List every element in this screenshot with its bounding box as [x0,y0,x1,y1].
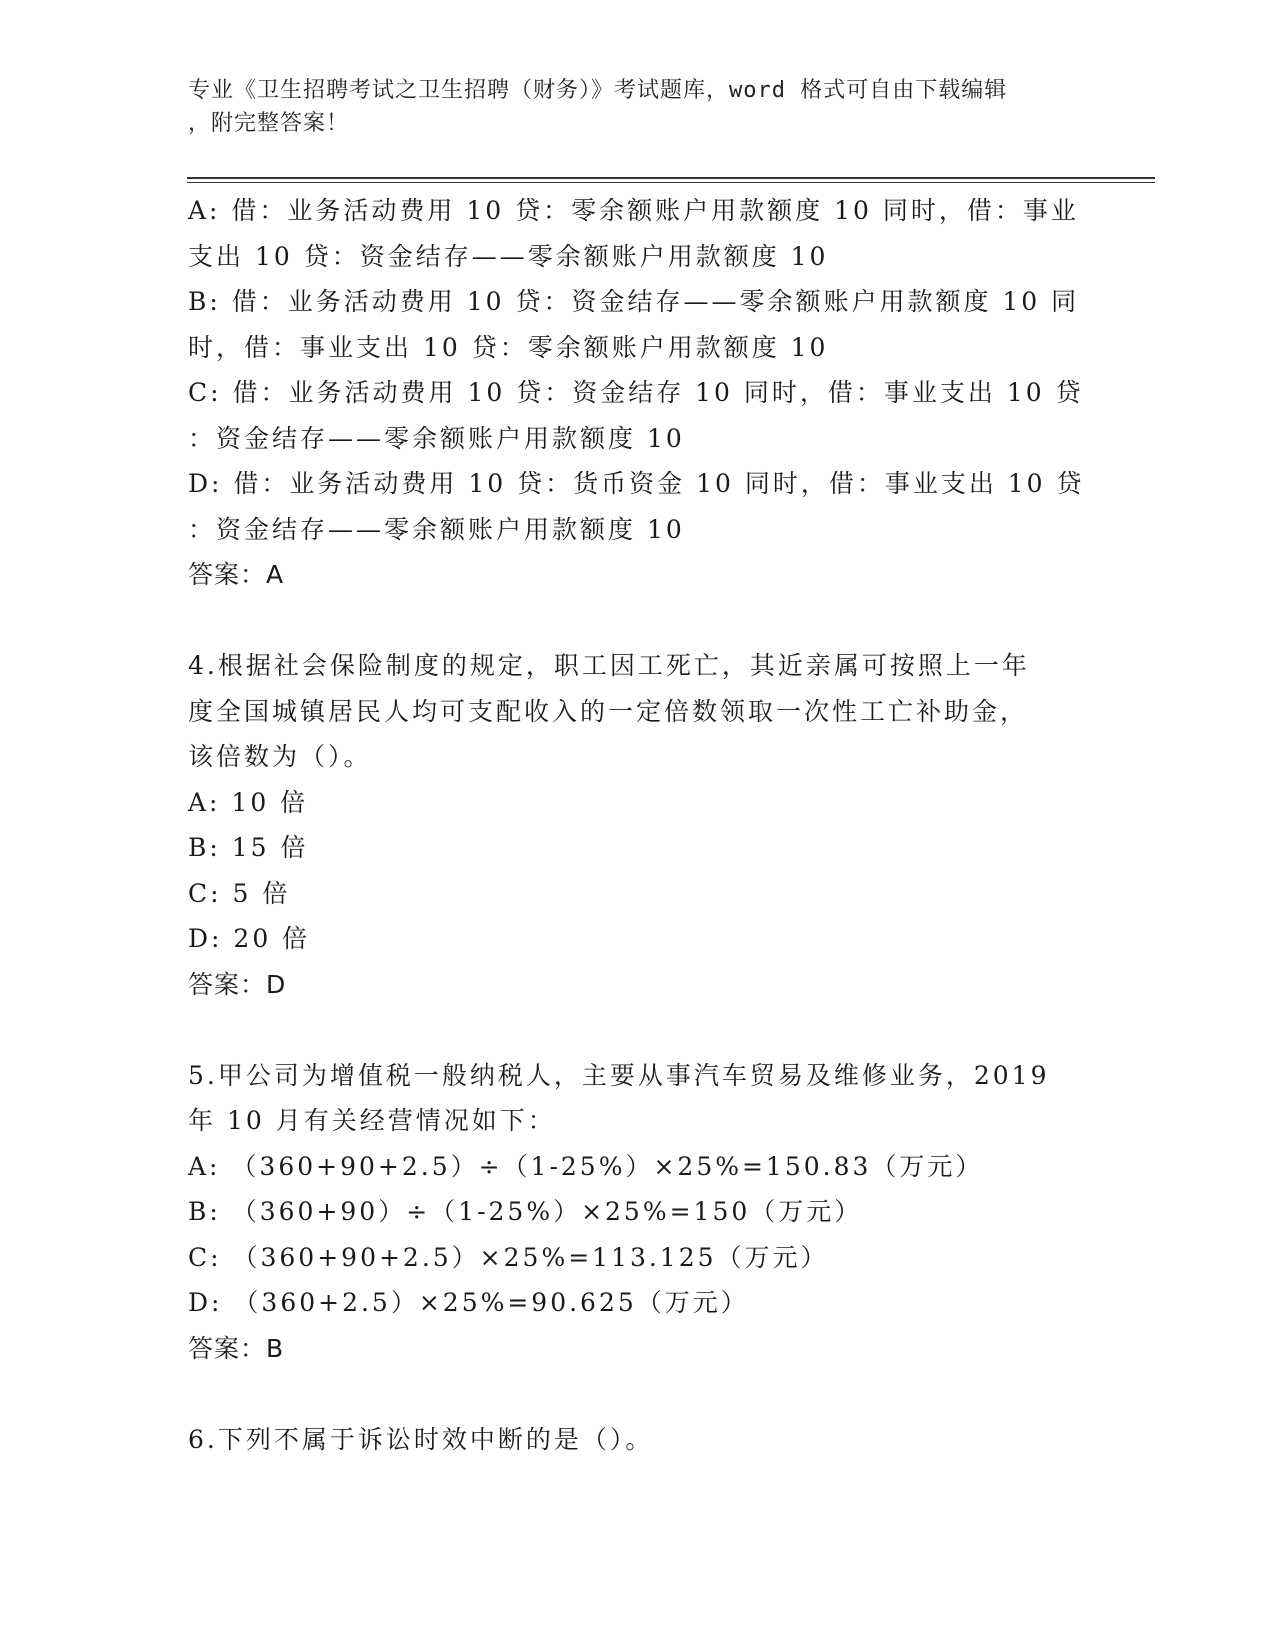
question-5-answer: 答案：B [188,1333,285,1363]
option-line: A: 借：业务活动费用 10 贷：零余额账户用款额度 10 同时，借：事业 [188,196,1079,225]
question-text-line: 4.根据社会保险制度的规定，职工因工死亡，其近亲属可按照上一年 [188,651,1030,680]
option-line: 时，借：事业支出 10 贷：零余额账户用款额度 10 [188,332,829,362]
spacer [188,598,1088,644]
question-text-line: 5.甲公司为增值税一般纳税人，主要从事汽车贸易及维修业务，2019 [188,1060,1050,1090]
option-b: B: 15 倍 [188,833,309,862]
option-line: B: 借：业务活动费用 10 贷：资金结存——零余额账户用款额度 10 同 [188,287,1080,316]
question-text-line: 该倍数为（）。 [188,742,372,771]
question-4-answer: 答案：D [188,969,287,999]
option-a: A: 10 倍 [188,787,309,817]
option-line: ：资金结存——零余额账户用款额度 10 [188,514,685,544]
document-body [188,188,1088,1462]
question-3-options [188,188,1088,598]
spacer [188,1371,1088,1417]
option-d: D: 20 倍 [188,924,311,953]
question-text-line: 年 10 月有关经营情况如下： [188,1106,556,1135]
document-header [188,74,1068,140]
question-5 [188,1053,1088,1372]
header-divider [187,177,1155,183]
option-b: B: （360+90）÷（1-25%）×25%=150（万元） [188,1197,863,1226]
option-a: A: （360+90+2.5）÷（1-25%）×25%=150.83（万元） [188,1151,984,1181]
option-line: D: 借：业务活动费用 10 贷：货币资金 10 同时，借：事业支出 10 贷 [188,469,1085,498]
question-4 [188,643,1088,1007]
question-text-line: 度全国城镇居民人均可支配收入的一定倍数领取一次性工亡补助金， [188,696,1029,726]
header-line-1: 专业《卫生招聘考试之卫生招聘（财务）》考试题库，word 格式可自由下载编辑 [188,78,1008,103]
option-line: ：资金结存——零余额账户用款额度 10 [188,423,685,453]
option-line: 支出 10 贷：资金结存——零余额账户用款额度 10 [188,241,829,271]
option-c: C: 5 倍 [188,878,291,908]
question-text-line: 6.下列不属于诉讼时效中断的是（）。 [188,1424,654,1454]
question-3-answer: 答案：A [188,560,285,589]
option-d: D: （360+2.5）×25%=90.625（万元） [188,1288,749,1317]
question-6 [188,1417,1088,1463]
option-line: C: 借：业务活动费用 10 贷：资金结存 10 同时，借：事业支出 10 贷 [188,378,1084,407]
spacer [188,1007,1088,1053]
header-line-2: ，附完整答案！ [188,111,350,136]
option-c: C: （360+90+2.5）×25%=113.125（万元） [188,1242,829,1272]
